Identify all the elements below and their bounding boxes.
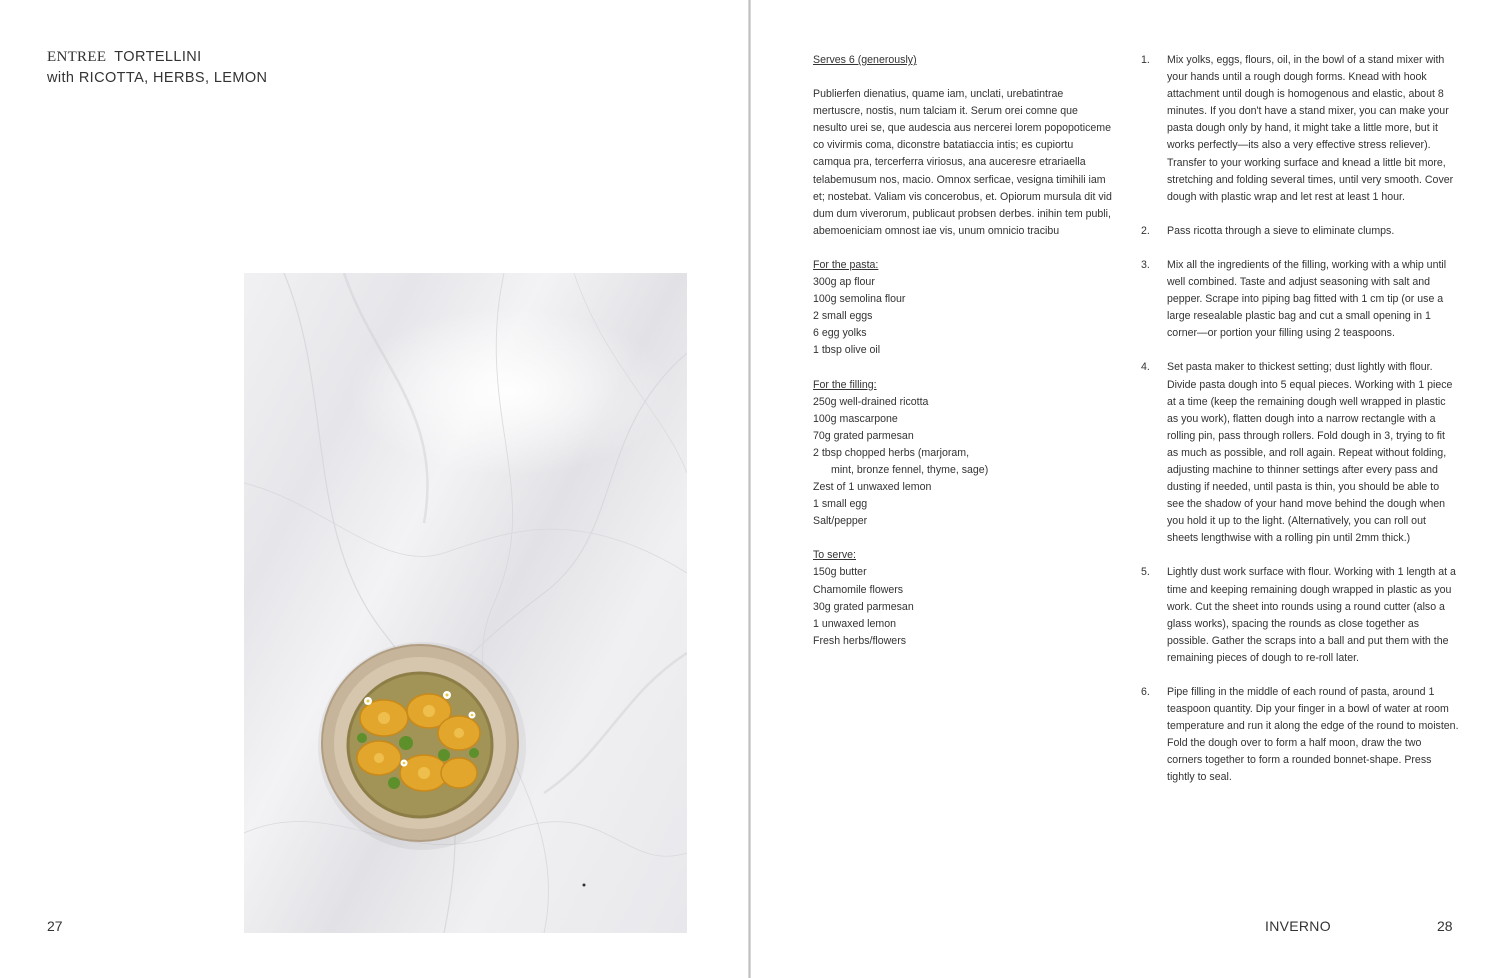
ingredient-item: 6 egg yolks xyxy=(813,327,867,340)
recipe-title-block xyxy=(47,47,267,89)
ingredient-item: 250g well-drained ricotta xyxy=(813,395,929,408)
ingredient-item: 100g mascarpone xyxy=(813,412,898,425)
method-step xyxy=(1141,564,1459,667)
bowl xyxy=(322,645,518,841)
serves-heading: Serves 6 (generously) xyxy=(813,54,917,66)
step-text: Set pasta maker to thickest setting; dust lightly with flour. Divide pasta dough into 5 equal pieces. Working with 1 piece at a time (keep the remaining dough well wrapped in plastic as you work), flatten dough into a narrow rectangle with a rolling pin, pass through rollers. Fold dough in 3, trying to fit as much as possible, and roll again. Repeat without folding, adjusting machine to thinner settings after every pass and dusting if needed, until pasta is thin, you should be able to see the shadow of your hand move behind the dough when you hold it up to the light. (Alternatively, you can roll out sheets lengthwise with a rolling pin until 2mm thick.) xyxy=(1167,361,1453,545)
ingredient-item: Fresh herbs/flowers xyxy=(813,634,907,647)
ingredient-list xyxy=(813,394,1113,531)
method-step xyxy=(1141,52,1459,206)
step-text: Pass ricotta through a sieve to eliminate clumps. xyxy=(1167,224,1395,237)
chapter-footer: INVERNO xyxy=(1265,918,1331,934)
recipe-dish-name: TORTELLINI xyxy=(114,49,202,65)
section-heading: For the filling: xyxy=(813,378,877,391)
intro-paragraph: Publierfen dienatius, quame iam, unclati, urebatintrae mertuscre, nostis, num talciam it. Serum orei comne que nesulto urei se, que audescia aus nercerei lorem popopoticeme co vivirmis coma, diconstre batatiaccia intis; es cupiortu camqua pra, tercerferra viriosus, ana auceresre etrariaella telabemusum nos, macio. Omnox serficae, vesigna timihili iam et; nostebat. Valiam vis concerobus, et. Opiorum mursula dit vid dum dum viverorum, publicaut probsen derbes. inihin tem publi, abemoeniciam omnost iae vis, unum omnicio tracibu xyxy=(813,88,1112,237)
ingredients-column xyxy=(813,52,1113,650)
ingredient-item: Zest of 1 unwaxed lemon xyxy=(813,481,932,494)
ingredient-item: Chamomile flowers xyxy=(813,583,904,596)
step-number: 1. xyxy=(1141,54,1150,66)
ingredient-section-pasta xyxy=(813,257,1113,360)
method-column xyxy=(1141,52,1459,804)
ingredient-item: 1 unwaxed lemon xyxy=(813,617,897,630)
method-step xyxy=(1141,257,1459,342)
step-text: Mix all the ingredients of the filling, working with a whip until well combined. Taste and adjust seasoning with salt and pepper. Scrape into piping bag fitted with 1 cm tip (or use a large resealable plastic bag and cut a small opening in 1 corner—or portion your filling using 2 teaspoons. xyxy=(1167,258,1447,340)
ingredient-item: 70g grated parmesan xyxy=(813,429,914,442)
step-text: Lightly dust work surface with flour. Working with 1 length at a time and keeping remaining dough wrapped in plastic as you work. Cut the sheet into rounds using a round cutter (also a glass works), spacing the rounds as close together as possible. Gather the scraps into a ball and put them with the remaining pieces of dough to re-roll later. xyxy=(1167,566,1456,664)
title-line xyxy=(47,47,267,68)
method-step xyxy=(1141,684,1459,787)
step-number: 5. xyxy=(1141,566,1150,579)
section-heading: To serve: xyxy=(813,549,856,562)
left-page xyxy=(0,0,748,978)
step-text: Pipe filling in the middle of each round of pasta, around 1 teaspoon quantity. Dip your finger in a bowl of water at room temperature and run it along the edge of the round to moisten. Fold the dough over to form a half moon, draw the two corners together to form a rounded bonnet-shape. Press tightly to seal. xyxy=(1167,686,1459,784)
ingredient-item: Salt/pepper xyxy=(813,515,868,528)
ingredient-section-serve xyxy=(813,547,1113,650)
recipe-subtitle: with RICOTTA, HERBS, LEMON xyxy=(47,70,268,86)
step-number: 6. xyxy=(1141,686,1150,698)
ingredient-item: 100g semolina flour xyxy=(813,293,906,306)
ingredient-item: 2 small eggs xyxy=(813,310,873,323)
ingredient-section-filling xyxy=(813,377,1113,531)
method-step xyxy=(1141,223,1459,240)
page-number-left: 27 xyxy=(47,918,63,934)
marble-and-bowl-illustration xyxy=(244,273,687,933)
section-heading: For the pasta: xyxy=(813,258,879,271)
step-number: 3. xyxy=(1141,258,1150,271)
recipe-category: ENTREE xyxy=(47,49,107,65)
ingredient-list xyxy=(813,274,1113,359)
step-number: 4. xyxy=(1141,361,1150,374)
ingredient-item-continued: mint, bronze fennel, thyme, sage) xyxy=(831,463,989,476)
method-step xyxy=(1141,359,1459,547)
step-number: 2. xyxy=(1141,224,1150,237)
ingredient-item: 1 tbsp olive oil xyxy=(813,344,881,357)
ingredient-item: 2 tbsp chopped herbs (marjoram, xyxy=(813,446,970,459)
tortellini-bowl-photo xyxy=(244,273,687,933)
ingredient-list xyxy=(813,564,1113,649)
right-page xyxy=(751,0,1500,978)
ingredient-item: 300g ap flour xyxy=(813,276,875,289)
ingredient-item: 30g grated parmesan xyxy=(813,600,914,613)
method-steps xyxy=(1141,52,1459,787)
ingredient-item: 1 small egg xyxy=(813,498,868,511)
page-number-right: 28 xyxy=(1437,918,1453,934)
ingredient-item: 150g butter xyxy=(813,566,867,579)
step-text: Mix yolks, eggs, flours, oil, in the bowl of a stand mixer with your hands until a rough dough forms. Knead with hook attachment until dough is homogenous and elastic, about 8 minutes. If you don't have a stand mixer, you can make your pasta dough only by hand, it might take a little more, but it works perfectly—its also a very effective stress reliever). Transfer to your working surface and knead a little bit more, stretching and folding several times, until very smooth. Cover dough with plastic wrap and let rest at least 1 hour. xyxy=(1167,54,1454,203)
